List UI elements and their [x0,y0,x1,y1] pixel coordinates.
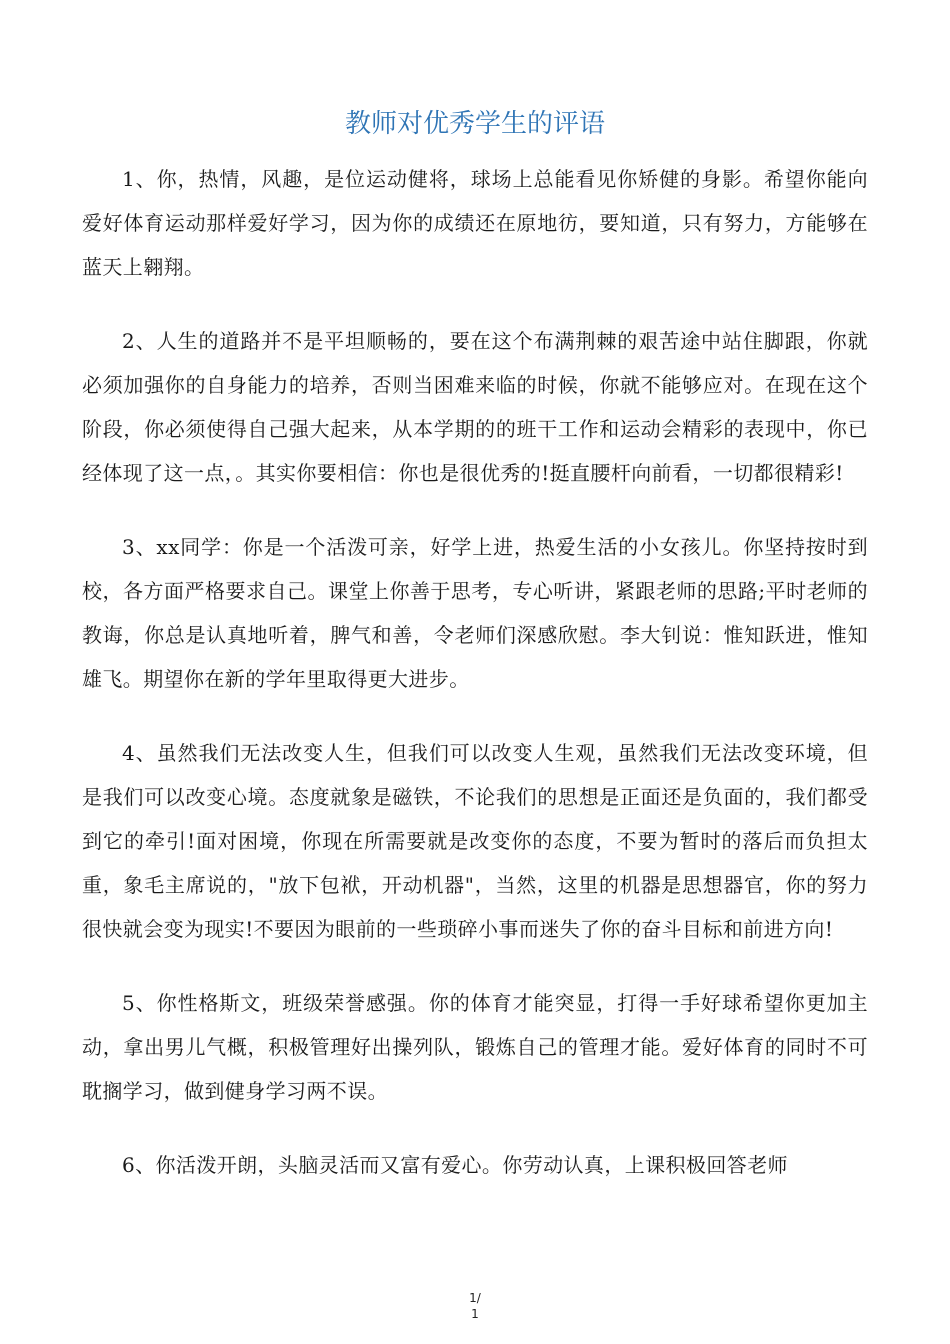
paragraph-6: 6、你活泼开朗，头脑灵活而又富有爱心。你劳动认真，上课积极回答老师 [122,1153,788,1177]
page-number: 1/ 1 [469,1291,481,1321]
paragraph-2: 2、人生的道路并不是平坦顺畅的，要在这个布满荆棘的艰苦途中站住脚跟，你就必须加强你的自身能力的培养，否则当困难来临的时候，你就不能够应对。在现在这个阶段，你必须使得自己强大起来，从本学期的的班干工作和运动会精彩的表现中，你已经体现了这一点，。其实你要相信：你也是很优秀的!挺直腰杆向前看，一切都很精彩! [82,329,868,485]
document-title: 教师对优秀学生的评语 [344,109,605,139]
paragraph-3: 3、xx同学：你是一个活泼可亲，好学上进，热爱生活的小女孩儿。你坚持按时到校，各方面严格要求自己。课堂上你善于思考，专心听讲，紧跟老师的思路;平时老师的教诲，你总是认真地听着，脾气和善，令老师们深感欣慰。李大钊说：惟知跃进，惟知雄飞。期望你在新的学年里取得更大进步。 [82,535,868,691]
paragraph-4: 4、虽然我们无法改变人生，但我们可以改变人生观，虽然我们无法改变环境，但是我们可以改变心境。态度就象是磁铁，不论我们的思想是正面还是负面的，我们都受到它的牵引!面对困境，你现在所需要就是改变你的态度，不要为暂时的落后而负担太重，象毛主席说的，"放下包袱，开动机器"，当然，这里的机器是思想器官，你的努力很快就会变为现实!不要因为眼前的一些琐碎小事而迷失了你的奋斗目标和前进方向! [82,741,868,941]
paragraph-5: 5、你性格斯文，班级荣誉感强。你的体育才能突显，打得一手好球希望你更加主动，拿出男儿气概，积极管理好出操列队，锻炼自己的管理才能。爱好体育的同时不可耽搁学习，做到健身学习两不误。 [82,991,868,1103]
document-body [82,157,868,1217]
paragraph-1: 1、你，热情，风趣，是位运动健将，球场上总能看见你矫健的身影。希望你能向爱好体育运动那样爱好学习，因为你的成绩还在原地彷，要知道，只有努力，方能够在蓝天上翱翔。 [82,167,868,279]
